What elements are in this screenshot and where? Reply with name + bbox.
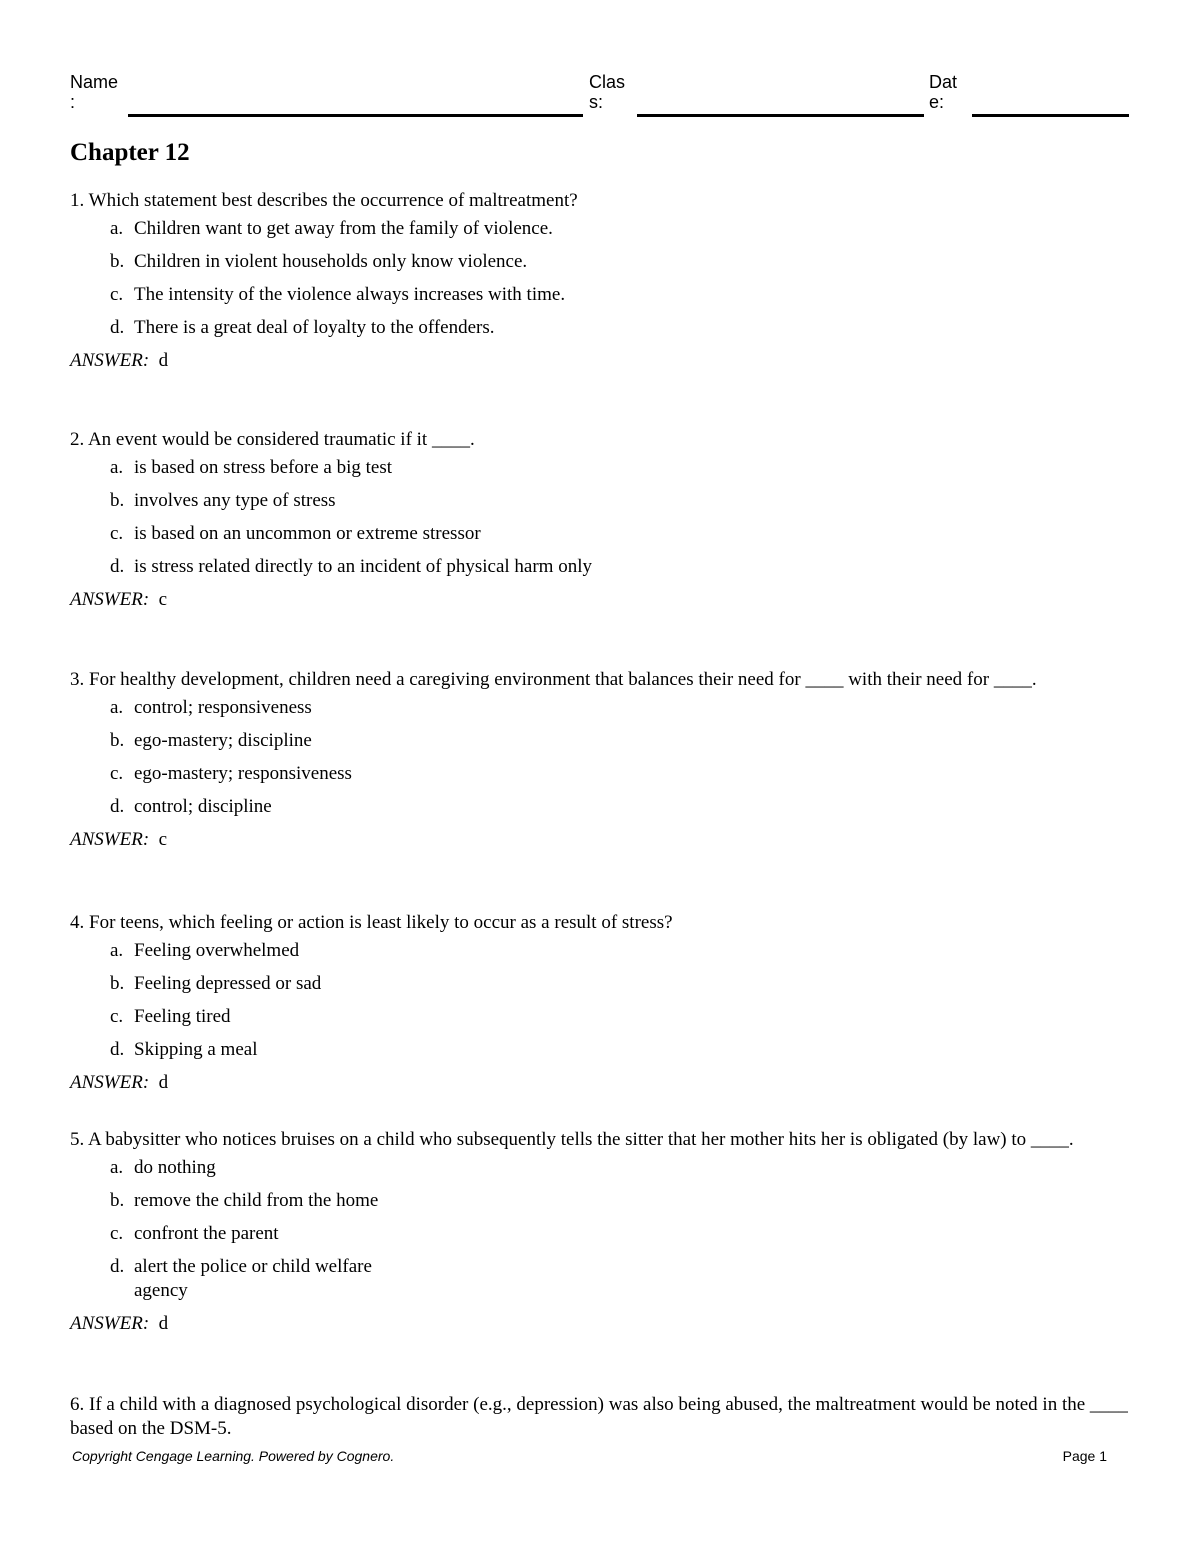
answer-label: ANSWER: [70, 1313, 150, 1334]
option-letter: c. [110, 284, 124, 305]
answer-label: ANSWER: [70, 350, 150, 371]
class-field-label [589, 72, 625, 112]
answer-line [70, 1312, 1130, 1336]
option-d [70, 1255, 1130, 1303]
option-b [70, 1189, 1130, 1213]
class-underline [637, 114, 924, 117]
option-c [70, 1005, 1130, 1029]
option-b [70, 489, 1130, 513]
option-text: The intensity of the violence always increases with time. [134, 284, 566, 305]
question-stem: 3. For healthy development, children need a caregiving environment that balances their need for ____ with their need for ____. [70, 669, 1037, 690]
option-letter: b. [110, 730, 125, 751]
option-letter: d. [110, 317, 125, 338]
option-text: do nothing [134, 1157, 216, 1178]
options-list [70, 1156, 1130, 1303]
answer-label: ANSWER: [70, 1072, 150, 1093]
class-label-line1: Clas [589, 72, 626, 92]
answer-line [70, 828, 1130, 852]
copyright-text: Copyright Cengage Learning. Powered by Cognero. [72, 1448, 395, 1464]
option-text: Skipping a meal [134, 1039, 258, 1060]
answer-label: ANSWER: [70, 589, 150, 610]
option-text: is based on stress before a big test [134, 457, 393, 478]
option-letter: d. [110, 556, 125, 577]
option-text: Children want to get away from the family of violence. [134, 218, 553, 239]
option-text: is stress related directly to an incident of physical harm only [134, 556, 592, 577]
option-text: control; discipline [134, 796, 272, 817]
name-underline [128, 114, 583, 117]
option-letter: a. [110, 218, 124, 239]
answer-value: c [158, 589, 168, 610]
option-letter: c. [110, 1223, 124, 1244]
option-text: ego-mastery; responsiveness [134, 763, 352, 784]
answer-line [70, 588, 1130, 612]
option-text: Feeling depressed or sad [134, 973, 322, 994]
option-text: control; responsiveness [134, 697, 312, 718]
option-a [70, 217, 1130, 241]
option-text: confront the parent [134, 1223, 279, 1244]
option-c [70, 283, 1130, 307]
question-stem: 2. An event would be considered traumatic if it ____. [70, 429, 475, 450]
option-text: Children in violent households only know violence. [134, 251, 528, 272]
question-6 [70, 1393, 1130, 1441]
date-underline [972, 114, 1129, 117]
answer-label: ANSWER: [70, 829, 150, 850]
option-a [70, 456, 1130, 480]
name-field-label [70, 72, 118, 112]
question-stem: 1. Which statement best describes the occurrence of maltreatment? [70, 190, 578, 211]
option-letter: d. [110, 1256, 125, 1277]
option-letter: a. [110, 457, 124, 478]
option-d [70, 795, 1130, 819]
option-d [70, 555, 1130, 579]
question-1 [70, 189, 1130, 373]
option-a [70, 1156, 1130, 1180]
option-letter: a. [110, 1157, 124, 1178]
option-a [70, 696, 1130, 720]
name-label-line2: : [70, 92, 76, 112]
option-letter: c. [110, 763, 124, 784]
option-text: Feeling overwhelmed [134, 940, 300, 961]
option-text: involves any type of stress [134, 490, 336, 511]
options-list [70, 696, 1130, 819]
option-letter: b. [110, 490, 125, 511]
answer-value: d [158, 1313, 169, 1334]
option-text: ego-mastery; discipline [134, 730, 312, 751]
question-3 [70, 668, 1130, 852]
options-list [70, 939, 1130, 1062]
option-letter: a. [110, 697, 124, 718]
name-label-line1: Name [70, 72, 119, 92]
option-letter: d. [110, 1039, 125, 1060]
date-label-line2: e: [929, 92, 945, 112]
option-text: alert the police or child welfare agency [134, 1256, 372, 1301]
option-text: is based on an uncommon or extreme stressor [134, 523, 481, 544]
option-c [70, 762, 1130, 786]
page-number: Page 1 [1062, 1448, 1107, 1464]
answer-line [70, 1071, 1130, 1095]
option-letter: b. [110, 251, 125, 272]
option-c [70, 522, 1130, 546]
option-d [70, 1038, 1130, 1062]
class-label-line2: s: [589, 92, 604, 112]
option-letter: b. [110, 973, 125, 994]
option-b [70, 250, 1130, 274]
answer-value: d [158, 350, 169, 371]
option-d [70, 316, 1130, 340]
option-letter: c. [110, 1006, 124, 1027]
option-letter: b. [110, 1190, 125, 1211]
question-stem: 4. For teens, which feeling or action is least likely to occur as a result of stress? [70, 912, 673, 933]
question-5 [70, 1128, 1130, 1336]
question-4 [70, 911, 1130, 1095]
options-list [70, 456, 1130, 579]
option-a [70, 939, 1130, 963]
date-field-label [929, 72, 957, 112]
answer-value: d [158, 1072, 169, 1093]
option-text: There is a great deal of loyalty to the offenders. [134, 317, 495, 338]
option-text: remove the child from the home [134, 1190, 379, 1211]
option-text: Feeling tired [134, 1006, 231, 1027]
question-stem: 5. A babysitter who notices bruises on a child who subsequently tells the sitter that her mother hits her is obligated (by law) to ____. [70, 1129, 1074, 1150]
question-2 [70, 428, 1130, 612]
answer-value: c [158, 829, 168, 850]
answer-line [70, 349, 1130, 373]
option-b [70, 729, 1130, 753]
option-letter: d. [110, 796, 125, 817]
option-letter: a. [110, 940, 124, 961]
date-label-line1: Dat [929, 72, 958, 92]
option-c [70, 1222, 1130, 1246]
page-title: Chapter 12 [70, 139, 190, 166]
option-b [70, 972, 1130, 996]
option-letter: c. [110, 523, 124, 544]
options-list [70, 217, 1130, 340]
question-stem: 6. If a child with a diagnosed psychological disorder (e.g., depression) was also being abused, the maltreatment would be noted in the ____ based on the DSM-5. [70, 1394, 1128, 1439]
